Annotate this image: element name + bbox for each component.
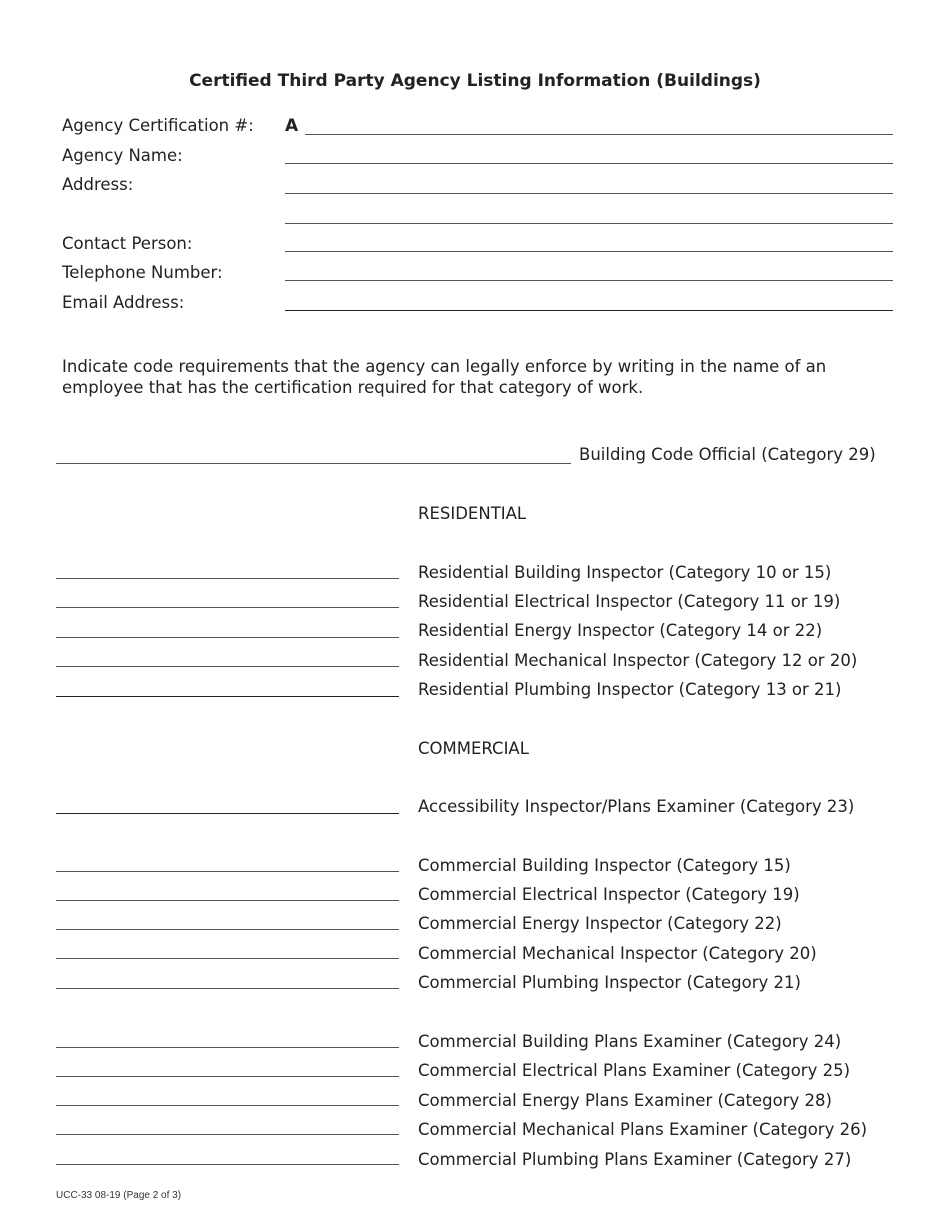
commercial-inspector-item: Commercial Plumbing Inspector (Category 21) [418,973,801,992]
telephone-field[interactable] [285,280,893,281]
contact-person-field[interactable] [285,251,893,252]
commercial-building-inspector-field[interactable] [56,871,399,872]
certification-label: Agency Certification #: [62,116,254,135]
building-official-field[interactable] [56,463,571,464]
commercial-plumbing-plans-field[interactable] [56,1164,399,1165]
commercial-energy-plans-field[interactable] [56,1105,399,1106]
telephone-label: Telephone Number: [62,263,223,282]
address-field-line-1[interactable] [285,193,893,194]
agency-name-label: Agency Name: [62,146,183,165]
residential-electrical-field[interactable] [56,607,399,608]
email-label: Email Address: [62,293,185,312]
commercial-electrical-inspector-field[interactable] [56,900,399,901]
residential-item: Residential Mechanical Inspector (Category 12 or 20) [418,651,858,670]
residential-item: Residential Plumbing Inspector (Category 13 or 21) [418,680,842,699]
instructions-paragraph: Indicate code requirements that the agency can legally enforce by writing in the name of an employee that has the certification required for that category of work. [62,357,827,397]
commercial-electrical-plans-field[interactable] [56,1076,399,1077]
commercial-plans-item: Commercial Mechanical Plans Examiner (Category 26) [418,1120,868,1139]
commercial-inspector-item: Commercial Mechanical Inspector (Category 20) [418,944,817,963]
address-label: Address: [62,175,134,194]
residential-building-field[interactable] [56,578,399,579]
commercial-plans-item: Commercial Electrical Plans Examiner (Category 25) [418,1061,851,1080]
commercial-inspector-item: Commercial Energy Inspector (Category 22) [418,914,782,933]
commercial-plumbing-inspector-field[interactable] [56,988,399,989]
email-field[interactable] [285,310,893,311]
residential-heading: RESIDENTIAL [418,504,527,523]
commercial-inspector-item: Commercial Building Inspector (Category 15) [418,856,791,875]
commercial-plans-item: Commercial Building Plans Examiner (Category 24) [418,1032,842,1051]
form-footer: UCC-33 08-19 (Page 2 of 3) [56,1190,182,1201]
residential-item: Residential Energy Inspector (Category 14 or 22) [418,621,823,640]
contact-person-label: Contact Person: [62,234,193,253]
commercial-mechanical-inspector-field[interactable] [56,958,399,959]
commercial-mechanical-plans-field[interactable] [56,1134,399,1135]
residential-mechanical-field[interactable] [56,666,399,667]
building-official-label: Building Code Official (Category 29) [579,445,876,464]
commercial-inspector-item: Commercial Electrical Inspector (Category 19) [418,885,800,904]
commercial-building-plans-field[interactable] [56,1047,399,1048]
certification-prefix: A [285,116,299,136]
residential-plumbing-field[interactable] [56,696,399,697]
agency-name-field[interactable] [285,163,893,164]
certification-field[interactable] [305,134,893,135]
address-field-line-2[interactable] [285,223,893,224]
accessibility-field[interactable] [56,813,399,814]
commercial-heading: COMMERCIAL [418,739,529,758]
commercial-plans-item: Commercial Plumbing Plans Examiner (Category 27) [418,1150,852,1169]
commercial-plans-item: Commercial Energy Plans Examiner (Category 28) [418,1091,832,1110]
accessibility-label: Accessibility Inspector/Plans Examiner (Category 23) [418,797,855,816]
residential-item: Residential Electrical Inspector (Category 11 or 19) [418,592,841,611]
commercial-energy-inspector-field[interactable] [56,929,399,930]
residential-energy-field[interactable] [56,637,399,638]
residential-item: Residential Building Inspector (Category 10 or 15) [418,563,832,582]
page-title: Certified Third Party Agency Listing Information (Buildings) [189,71,761,91]
